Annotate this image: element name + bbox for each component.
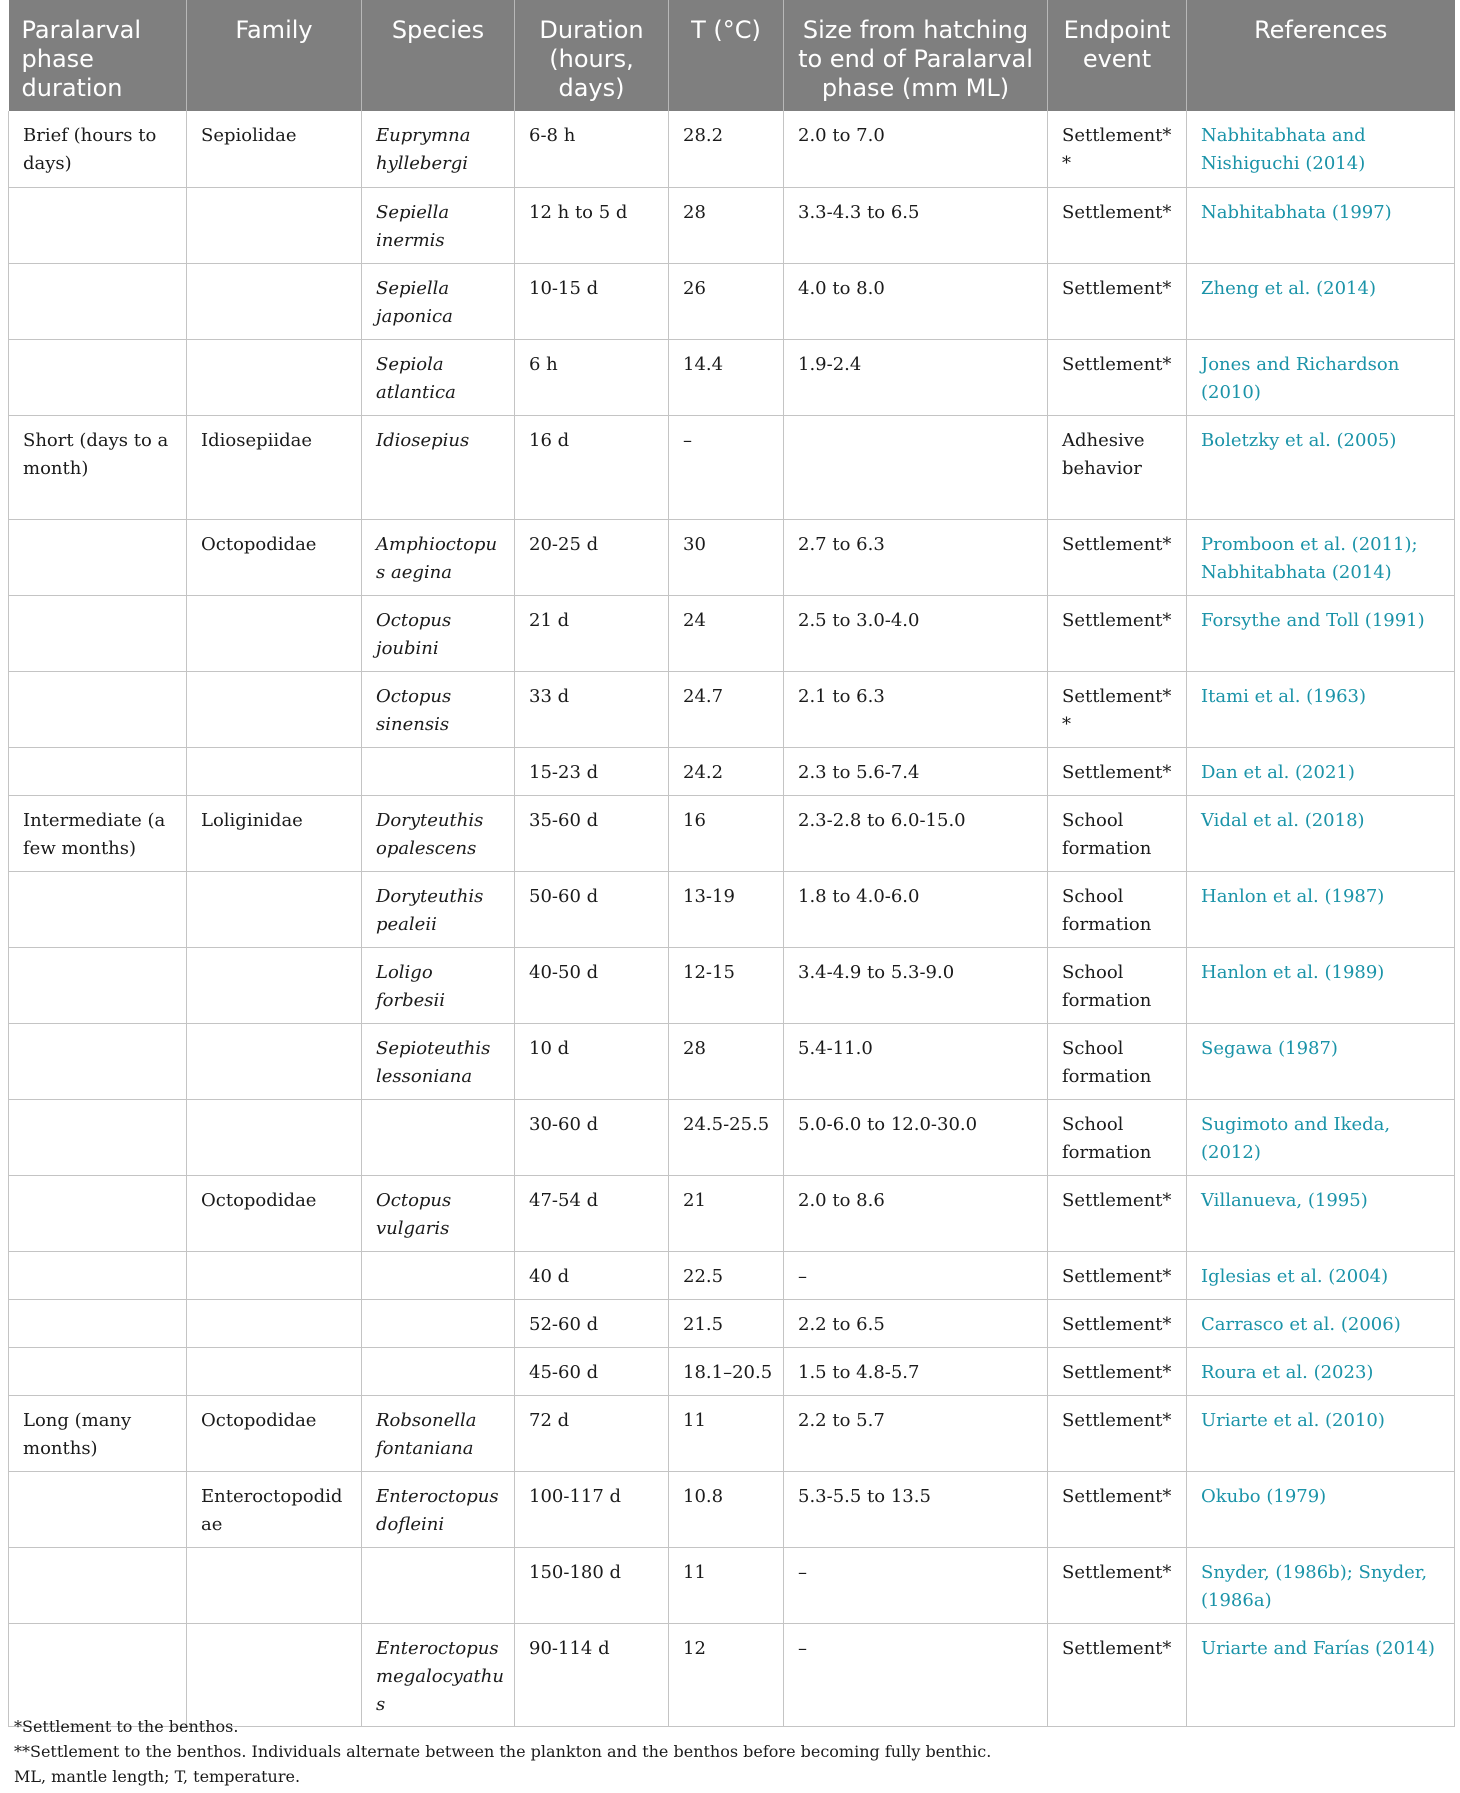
cell-phase	[9, 595, 187, 671]
cell-family	[187, 263, 362, 339]
cell-size: 5.4-11.0	[784, 1023, 1048, 1099]
cell-species: Octopus sinensis	[362, 671, 515, 747]
cell-species	[362, 747, 515, 795]
cell-phase	[9, 187, 187, 263]
cell-size: –	[784, 1251, 1048, 1299]
cell-phase	[9, 1471, 187, 1547]
cell-temperature: 24.2	[669, 747, 784, 795]
cell-size: 5.3-5.5 to 13.5	[784, 1471, 1048, 1547]
cell-family: Loliginidae	[187, 795, 362, 871]
cell-family	[187, 1547, 362, 1623]
cell-endpoint: Adhesive behavior	[1048, 415, 1187, 519]
table-row	[9, 339, 1455, 415]
cell-reference-link[interactable]: Villanueva, (1995)	[1187, 1175, 1455, 1251]
cell-species: Robsonella fontaniana	[362, 1395, 515, 1471]
cell-phase	[9, 1347, 187, 1395]
cell-size: 2.5 to 3.0-4.0	[784, 595, 1048, 671]
header-temperature: T (°C)	[669, 0, 784, 111]
cell-temperature: 11	[669, 1547, 784, 1623]
cell-size: 3.4-4.9 to 5.3-9.0	[784, 947, 1048, 1023]
cell-family	[187, 1251, 362, 1299]
footnotes	[14, 1714, 991, 1789]
table-row	[9, 871, 1455, 947]
footnote-3: ML, mantle length; T, temperature.	[14, 1767, 301, 1786]
cell-endpoint: Settlement*	[1048, 1395, 1187, 1471]
cell-species: Idiosepius	[362, 415, 515, 519]
table-row	[9, 595, 1455, 671]
cell-reference-link[interactable]: Okubo (1979)	[1187, 1471, 1455, 1547]
cell-reference-link[interactable]: Roura et al. (2023)	[1187, 1347, 1455, 1395]
cell-species: Sepiella inermis	[362, 187, 515, 263]
table-body	[9, 111, 1455, 1726]
table-row	[9, 1299, 1455, 1347]
cell-species	[362, 1347, 515, 1395]
cell-size: 2.1 to 6.3	[784, 671, 1048, 747]
table-row	[9, 1547, 1455, 1623]
cell-endpoint: Settlement*	[1048, 1347, 1187, 1395]
cell-duration: 150-180 d	[515, 1547, 669, 1623]
cell-endpoint: Settlement*	[1048, 1471, 1187, 1547]
cell-duration: 47-54 d	[515, 1175, 669, 1251]
cell-species: Loligo forbesii	[362, 947, 515, 1023]
header-endpoint: Endpoint event	[1048, 0, 1187, 111]
cell-temperature: 24.5-25.5	[669, 1099, 784, 1175]
cell-reference-link[interactable]: Uriarte and Farías (2014)	[1187, 1623, 1455, 1726]
cell-size: –	[784, 1623, 1048, 1726]
cell-reference-link[interactable]: Dan et al. (2021)	[1187, 747, 1455, 795]
cell-reference-link[interactable]: Iglesias et al. (2004)	[1187, 1251, 1455, 1299]
cell-endpoint: School formation	[1048, 947, 1187, 1023]
cell-family	[187, 947, 362, 1023]
cell-endpoint: Settlement*	[1048, 1175, 1187, 1251]
cell-family	[187, 595, 362, 671]
cell-duration: 50-60 d	[515, 871, 669, 947]
cell-species	[362, 1299, 515, 1347]
cell-phase	[9, 871, 187, 947]
cell-phase	[9, 1547, 187, 1623]
cell-reference-link[interactable]: Nabhitabhata (1997)	[1187, 187, 1455, 263]
table-row	[9, 519, 1455, 595]
cell-endpoint: Settlement*	[1048, 595, 1187, 671]
cell-duration: 45-60 d	[515, 1347, 669, 1395]
cell-species: Sepioteuthis lessoniana	[362, 1023, 515, 1099]
cell-size: 5.0-6.0 to 12.0-30.0	[784, 1099, 1048, 1175]
cell-family	[187, 1299, 362, 1347]
cell-reference-link[interactable]: Promboon et al. (2011); Nabhitabhata (2014)	[1187, 519, 1455, 595]
cell-endpoint: Settlement*	[1048, 519, 1187, 595]
cell-size: 2.2 to 5.7	[784, 1395, 1048, 1471]
cell-reference-link[interactable]: Jones and Richardson (2010)	[1187, 339, 1455, 415]
cell-reference-link[interactable]: Sugimoto and Ikeda, (2012)	[1187, 1099, 1455, 1175]
cell-duration: 15-23 d	[515, 747, 669, 795]
cell-duration: 6-8 h	[515, 111, 669, 187]
cell-reference-link[interactable]: Snyder, (1986b); Snyder, (1986a)	[1187, 1547, 1455, 1623]
cell-endpoint: Settlement*	[1048, 263, 1187, 339]
cell-duration: 35-60 d	[515, 795, 669, 871]
cell-temperature: 12	[669, 1623, 784, 1726]
cell-family	[187, 339, 362, 415]
cell-size: 2.3 to 5.6-7.4	[784, 747, 1048, 795]
cell-temperature: 28.2	[669, 111, 784, 187]
cell-endpoint: Settlement*	[1048, 187, 1187, 263]
cell-reference-link[interactable]: Boletzky et al. (2005)	[1187, 415, 1455, 519]
cell-temperature: 22.5	[669, 1251, 784, 1299]
cell-duration: 16 d	[515, 415, 669, 519]
header-duration: Duration (hours, days)	[515, 0, 669, 111]
cell-size: 4.0 to 8.0	[784, 263, 1048, 339]
table-row	[9, 1347, 1455, 1395]
cell-endpoint: School formation	[1048, 1023, 1187, 1099]
cell-duration: 52-60 d	[515, 1299, 669, 1347]
cell-temperature: 13-19	[669, 871, 784, 947]
cell-duration: 30-60 d	[515, 1099, 669, 1175]
footnote-1: *Settlement to the benthos.	[14, 1717, 239, 1736]
table-row	[9, 1395, 1455, 1471]
cell-duration: 100-117 d	[515, 1471, 669, 1547]
cell-species: Sepiella japonica	[362, 263, 515, 339]
cell-endpoint: School formation	[1048, 871, 1187, 947]
cell-duration: 40 d	[515, 1251, 669, 1299]
footnote-2: **Settlement to the benthos. Individuals alternate between the plankton and the benthos before becoming fully benthic.	[14, 1742, 992, 1761]
cell-duration: 21 d	[515, 595, 669, 671]
cell-duration: 10 d	[515, 1023, 669, 1099]
table-row	[9, 1023, 1455, 1099]
cell-reference-link[interactable]: Hanlon et al. (1989)	[1187, 947, 1455, 1023]
table-row	[9, 947, 1455, 1023]
cell-family	[187, 1023, 362, 1099]
cell-size: –	[784, 1547, 1048, 1623]
cell-family: Octopodidae	[187, 1175, 362, 1251]
cell-species	[362, 1099, 515, 1175]
cell-duration: 20-25 d	[515, 519, 669, 595]
table-row	[9, 1175, 1455, 1251]
cell-family	[187, 747, 362, 795]
cell-family	[187, 187, 362, 263]
header-size: Size from hatching to end of Paralarval phase (mm ML)	[784, 0, 1048, 111]
cell-temperature: 28	[669, 1023, 784, 1099]
header-row	[9, 0, 1455, 111]
cell-size: 1.8 to 4.0-6.0	[784, 871, 1048, 947]
cell-size: 3.3-4.3 to 6.5	[784, 187, 1048, 263]
cell-endpoint: School formation	[1048, 795, 1187, 871]
header-species: Species	[362, 0, 515, 111]
header-phase: Paralarval phase duration	[9, 0, 187, 111]
cell-endpoint: Settlement*	[1048, 1623, 1187, 1726]
cell-species: Doryteuthis pealeii	[362, 871, 515, 947]
cell-endpoint: School formation	[1048, 1099, 1187, 1175]
table-row	[9, 1471, 1455, 1547]
cell-temperature: 10.8	[669, 1471, 784, 1547]
cell-temperature: 16	[669, 795, 784, 871]
table-row	[9, 111, 1455, 187]
cell-phase	[9, 263, 187, 339]
cell-phase	[9, 947, 187, 1023]
cell-temperature: 24.7	[669, 671, 784, 747]
cell-phase	[9, 1175, 187, 1251]
cell-reference-link[interactable]: Vidal et al. (2018)	[1187, 795, 1455, 871]
cell-reference-link[interactable]: Nabhitabhata and Nishiguchi (2014)	[1187, 111, 1455, 187]
cell-family: Idiosepiidae	[187, 415, 362, 519]
cell-phase	[9, 747, 187, 795]
table-row	[9, 747, 1455, 795]
cell-temperature: 18.1–20.5	[669, 1347, 784, 1395]
table-row	[9, 263, 1455, 339]
cell-size: 1.5 to 4.8-5.7	[784, 1347, 1048, 1395]
cell-species: Sepiola atlantica	[362, 339, 515, 415]
cell-temperature: 14.4	[669, 339, 784, 415]
cell-duration: 72 d	[515, 1395, 669, 1471]
table-row	[9, 1623, 1455, 1726]
cell-family	[187, 1347, 362, 1395]
cell-phase	[9, 1299, 187, 1347]
header-family: Family	[187, 0, 362, 111]
table-container	[8, 0, 1454, 1727]
cell-family	[187, 1099, 362, 1175]
cell-species: Octopus joubini	[362, 595, 515, 671]
table-row	[9, 795, 1455, 871]
cell-duration: 90-114 d	[515, 1623, 669, 1726]
cell-reference-link[interactable]: Hanlon et al. (1987)	[1187, 871, 1455, 947]
cell-temperature: 24	[669, 595, 784, 671]
cell-size	[784, 415, 1048, 519]
cell-family: Enteroctopodidae	[187, 1471, 362, 1547]
cell-reference-link[interactable]: Forsythe and Toll (1991)	[1187, 595, 1455, 671]
cell-endpoint: Settlement*	[1048, 747, 1187, 795]
cell-duration: 40-50 d	[515, 947, 669, 1023]
cell-family: Octopodidae	[187, 519, 362, 595]
cell-phase	[9, 1099, 187, 1175]
cell-temperature: 26	[669, 263, 784, 339]
cell-species: Enteroctopus megalocyathus	[362, 1623, 515, 1726]
cell-phase	[9, 1251, 187, 1299]
cell-temperature: 28	[669, 187, 784, 263]
cell-endpoint: Settlement**	[1048, 111, 1187, 187]
cell-temperature: 21.5	[669, 1299, 784, 1347]
paralarval-table	[8, 0, 1455, 1727]
table-row	[9, 1099, 1455, 1175]
cell-phase	[9, 1623, 187, 1726]
cell-species: Euprymna hyllebergi	[362, 111, 515, 187]
table-row	[9, 415, 1455, 519]
cell-size: 2.0 to 8.6	[784, 1175, 1048, 1251]
cell-duration: 10-15 d	[515, 263, 669, 339]
cell-duration: 6 h	[515, 339, 669, 415]
cell-endpoint: Settlement*	[1048, 1547, 1187, 1623]
cell-endpoint: Settlement*	[1048, 1299, 1187, 1347]
table-row	[9, 187, 1455, 263]
cell-temperature: 12-15	[669, 947, 784, 1023]
cell-family	[187, 1623, 362, 1726]
cell-endpoint: Settlement*	[1048, 339, 1187, 415]
cell-family: Sepiolidae	[187, 111, 362, 187]
cell-species: Amphioctopus aegina	[362, 519, 515, 595]
cell-temperature: 30	[669, 519, 784, 595]
cell-temperature: 11	[669, 1395, 784, 1471]
table-row	[9, 1251, 1455, 1299]
header-references: References	[1187, 0, 1455, 111]
cell-size: 2.0 to 7.0	[784, 111, 1048, 187]
cell-species	[362, 1547, 515, 1623]
cell-duration: 12 h to 5 d	[515, 187, 669, 263]
cell-family	[187, 871, 362, 947]
cell-temperature: 21	[669, 1175, 784, 1251]
cell-phase	[9, 1023, 187, 1099]
cell-endpoint: Settlement**	[1048, 671, 1187, 747]
cell-size: 2.2 to 6.5	[784, 1299, 1048, 1347]
cell-duration: 33 d	[515, 671, 669, 747]
cell-family: Octopodidae	[187, 1395, 362, 1471]
cell-phase	[9, 339, 187, 415]
cell-phase: Long (many months)	[9, 1395, 187, 1471]
cell-species: Octopus vulgaris	[362, 1175, 515, 1251]
cell-phase: Brief (hours to days)	[9, 111, 187, 187]
cell-reference-link[interactable]: Carrasco et al. (2006)	[1187, 1299, 1455, 1347]
cell-species: Doryteuthis opalescens	[362, 795, 515, 871]
cell-reference-link[interactable]: Zheng et al. (2014)	[1187, 263, 1455, 339]
cell-size: 2.7 to 6.3	[784, 519, 1048, 595]
cell-species	[362, 1251, 515, 1299]
cell-phase: Short (days to a month)	[9, 415, 187, 519]
cell-species: Enteroctopus dofleini	[362, 1471, 515, 1547]
cell-reference-link[interactable]: Uriarte et al. (2010)	[1187, 1395, 1455, 1471]
cell-reference-link[interactable]: Segawa (1987)	[1187, 1023, 1455, 1099]
cell-reference-link[interactable]: Itami et al. (1963)	[1187, 671, 1455, 747]
cell-phase	[9, 671, 187, 747]
cell-endpoint: Settlement*	[1048, 1251, 1187, 1299]
cell-phase: Intermediate (a few months)	[9, 795, 187, 871]
cell-size: 1.9-2.4	[784, 339, 1048, 415]
cell-phase	[9, 519, 187, 595]
cell-family	[187, 671, 362, 747]
cell-size: 2.3-2.8 to 6.0-15.0	[784, 795, 1048, 871]
table-row	[9, 671, 1455, 747]
cell-temperature: –	[669, 415, 784, 519]
